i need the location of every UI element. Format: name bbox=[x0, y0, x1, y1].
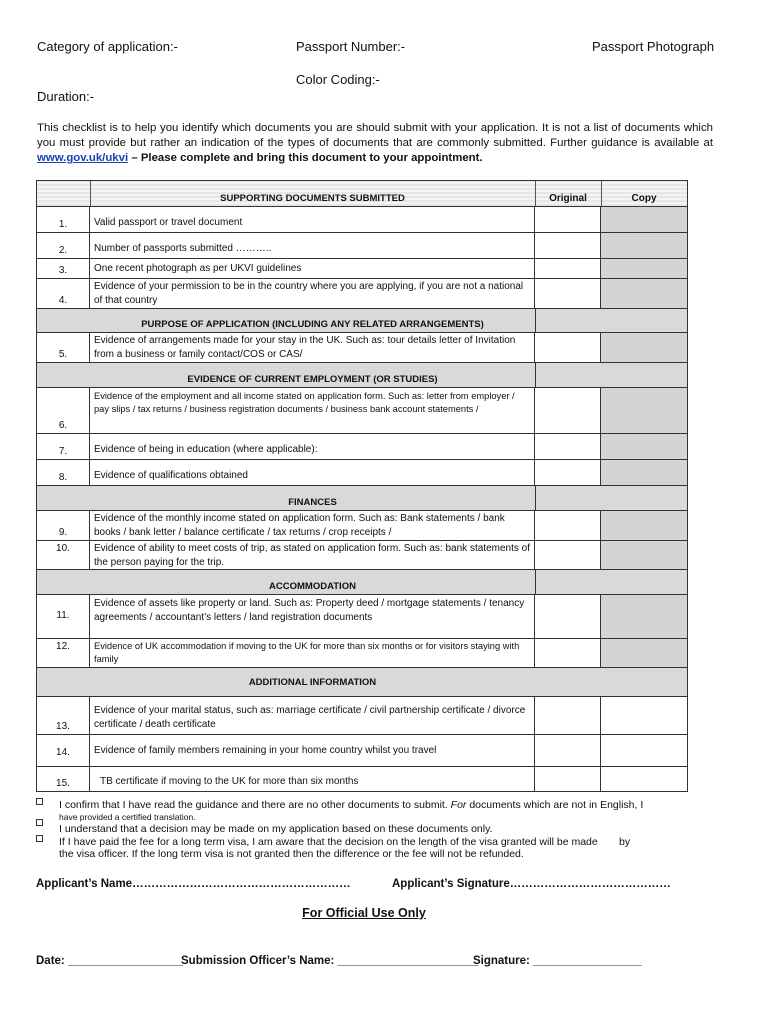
copy-checkbox-cell[interactable] bbox=[601, 279, 687, 308]
row-number: 9. bbox=[58, 527, 68, 538]
original-checkbox-cell[interactable] bbox=[535, 434, 601, 459]
applicant-name-field[interactable]: Applicant’s Name………………………………………………… bbox=[36, 878, 351, 890]
row-description: Evidence of the monthly income stated on application form. Such as: Bank statements / bank books / bank letter / balance certificate / tax returns / crop receipts / bbox=[94, 513, 505, 538]
row-number: 4. bbox=[58, 295, 68, 306]
copy-checkbox-cell[interactable] bbox=[601, 595, 687, 638]
row-description: Evidence of assets like property or land. Such as: Property deed / mortgage statements / tenancy agreements / accountant’s letters / land registration documents bbox=[94, 598, 525, 623]
table-row bbox=[37, 388, 687, 434]
copy-checkbox-cell[interactable] bbox=[601, 233, 687, 258]
copy-header: Copy bbox=[631, 193, 657, 204]
ukvi-link[interactable]: www.gov.uk/ukvi bbox=[37, 152, 129, 164]
section-header-purpose bbox=[37, 309, 687, 333]
row-description: Number of passports submitted ……….. bbox=[94, 243, 272, 254]
declaration-2-checkbox[interactable] bbox=[36, 819, 43, 826]
copy-checkbox-cell[interactable] bbox=[601, 697, 687, 734]
color-coding-label: Color Coding:- bbox=[296, 72, 380, 87]
declaration-1-continued: have provided a certified translation. bbox=[59, 812, 196, 822]
passport-number-label: Passport Number:- bbox=[296, 39, 406, 54]
official-use-heading: For Official Use Only bbox=[302, 906, 426, 920]
original-checkbox-cell[interactable] bbox=[535, 767, 601, 791]
row-description: Evidence of qualifications obtained bbox=[94, 470, 248, 481]
table-row bbox=[37, 259, 687, 279]
table-row bbox=[37, 735, 687, 767]
section-header-employment bbox=[37, 363, 687, 388]
row-number: 13. bbox=[56, 721, 70, 732]
declaration-3: If I have paid the fee for a long term visa, I am aware that the decision on the length of the visa granted will be made bbox=[59, 836, 598, 848]
table-row bbox=[37, 460, 687, 486]
row-description: Evidence of family members remaining in your home country whilst you travel bbox=[94, 745, 437, 756]
row-description: Valid passport or travel document bbox=[94, 217, 243, 228]
copy-checkbox-cell[interactable] bbox=[601, 735, 687, 766]
passport-photo-label: Passport Photograph bbox=[592, 39, 715, 54]
table-row bbox=[37, 767, 687, 791]
declaration-1 bbox=[59, 799, 643, 811]
row-number: 11. bbox=[56, 610, 70, 621]
table-row bbox=[37, 639, 687, 668]
section-title: PURPOSE OF APPLICATION (INCLUDING ANY RELATED ARRANGEMENTS) bbox=[141, 319, 484, 330]
original-checkbox-cell[interactable] bbox=[535, 697, 601, 734]
declaration-2: I understand that a decision may be made on my application based on these documents only. bbox=[59, 823, 493, 835]
duration-label: Duration:- bbox=[37, 89, 95, 104]
section-header-accommodation bbox=[37, 570, 687, 595]
row-number: 10. bbox=[56, 543, 70, 554]
original-checkbox-cell[interactable] bbox=[535, 595, 601, 638]
declaration-3-continued: the visa officer. If the long term visa is not granted then the difference or the fee will not be refunded. bbox=[59, 848, 524, 860]
declaration-3-by: by bbox=[619, 836, 631, 848]
copy-checkbox-cell[interactable] bbox=[601, 259, 687, 278]
applicant-signature-field[interactable]: Applicant’s Signature…………………………………… bbox=[392, 878, 671, 890]
row-description: Evidence of arrangements made for your stay in the UK. Such as: tour details letter of Invitation from a business or family contact/COS or CAS/ bbox=[94, 335, 516, 360]
copy-checkbox-cell[interactable] bbox=[601, 388, 687, 433]
declaration-3-checkbox[interactable] bbox=[36, 835, 43, 842]
table-row bbox=[37, 333, 687, 363]
original-checkbox-cell[interactable] bbox=[535, 735, 601, 766]
row-number: 6. bbox=[58, 420, 68, 431]
row-number: 15. bbox=[56, 778, 70, 789]
original-checkbox-cell[interactable] bbox=[535, 388, 601, 433]
row-description: Evidence of being in education (where applicable): bbox=[94, 444, 318, 455]
row-description: Evidence of your marital status, such as: marriage certificate / civil partnership certificate / divorce certificate / death certificate bbox=[94, 705, 526, 730]
declaration-1-for: For bbox=[450, 799, 467, 811]
copy-checkbox-cell[interactable] bbox=[601, 511, 687, 540]
section-title: ACCOMMODATION bbox=[269, 581, 356, 592]
copy-checkbox-cell[interactable] bbox=[601, 541, 687, 569]
section-header-finances bbox=[37, 486, 687, 511]
officer-signature-field[interactable]: Signature: _________________ bbox=[473, 955, 642, 967]
original-header: Original bbox=[549, 193, 587, 204]
row-number: 8. bbox=[58, 472, 68, 483]
copy-checkbox-cell[interactable] bbox=[601, 460, 687, 485]
copy-checkbox-cell[interactable] bbox=[601, 333, 687, 362]
declaration-1-text: I confirm that I have read the guidance and there are no other documents to submit. bbox=[59, 799, 448, 811]
row-number: 12. bbox=[56, 641, 70, 652]
original-checkbox-cell[interactable] bbox=[535, 333, 601, 362]
date-field[interactable]: Date: __________________ bbox=[36, 955, 184, 967]
row-number: 5. bbox=[58, 349, 68, 360]
intro-instruction: – Please complete and bring this document to your appointment. bbox=[131, 152, 483, 164]
row-description: Evidence of UK accommodation if moving to the UK for more than six months or for visitors staying with family bbox=[94, 641, 520, 664]
intro-text: This checklist is to help you identify which documents you are should submit with your application. It is not a list of documents which you must provide but rather an indication of the types of documents that are commonly submitted. Further guidance is available at bbox=[37, 122, 713, 149]
intro-paragraph bbox=[37, 121, 713, 166]
section-title: ADDITIONAL INFORMATION bbox=[248, 677, 377, 688]
table-row bbox=[37, 434, 687, 460]
row-number: 14. bbox=[56, 747, 70, 758]
declaration-1-checkbox[interactable] bbox=[36, 798, 43, 805]
row-description: One recent photograph as per UKVI guidelines bbox=[94, 263, 302, 274]
section-title: EVIDENCE OF CURRENT EMPLOYMENT (OR STUDIES) bbox=[187, 374, 438, 385]
original-checkbox-cell[interactable] bbox=[535, 541, 601, 569]
row-description: Evidence of the employment and all income stated on application form. Such as: letter from employer / pay slips / tax returns / business registration documents / business bank account statements / bbox=[94, 391, 515, 414]
original-checkbox-cell[interactable] bbox=[535, 511, 601, 540]
table-row bbox=[37, 541, 687, 570]
copy-checkbox-cell[interactable] bbox=[601, 639, 687, 667]
table-row bbox=[37, 207, 687, 233]
section-header-additional bbox=[37, 668, 687, 697]
row-number: 3. bbox=[58, 265, 68, 276]
category-label: Category of application:- bbox=[37, 39, 178, 54]
table-row bbox=[37, 511, 687, 541]
original-checkbox-cell[interactable] bbox=[535, 279, 601, 308]
copy-checkbox-cell[interactable] bbox=[601, 207, 687, 232]
table-row bbox=[37, 595, 687, 639]
row-number: 1. bbox=[58, 219, 68, 230]
supporting-documents-header: SUPPORTING DOCUMENTS SUBMITTED bbox=[220, 193, 405, 204]
row-description: Evidence of your permission to be in the country where you are applying, if you are not a national of that country bbox=[94, 281, 524, 306]
declaration-1-text-b: documents which are not in English, I bbox=[469, 799, 644, 811]
officer-name-field[interactable]: Submission Officer’s Name: ______________________ bbox=[181, 955, 479, 967]
copy-checkbox-cell[interactable] bbox=[601, 767, 687, 791]
original-checkbox-cell[interactable] bbox=[535, 460, 601, 485]
table-header-row bbox=[37, 181, 687, 207]
section-title: FINANCES bbox=[288, 497, 337, 508]
row-number: 7. bbox=[58, 446, 68, 457]
original-checkbox-cell[interactable] bbox=[535, 259, 601, 278]
row-description: TB certificate if moving to the UK for more than six months bbox=[100, 776, 359, 787]
original-checkbox-cell[interactable] bbox=[535, 233, 601, 258]
row-number: 2. bbox=[58, 245, 68, 256]
table-row bbox=[37, 697, 687, 735]
table-row bbox=[37, 279, 687, 309]
original-checkbox-cell[interactable] bbox=[535, 207, 601, 232]
documents-checklist-table bbox=[36, 180, 688, 792]
copy-checkbox-cell[interactable] bbox=[601, 434, 687, 459]
original-checkbox-cell[interactable] bbox=[535, 639, 601, 667]
row-description: Evidence of ability to meet costs of trip, as stated on application form. Such as: bank statements of the person paying for the trip. bbox=[94, 543, 530, 568]
table-row bbox=[37, 233, 687, 259]
